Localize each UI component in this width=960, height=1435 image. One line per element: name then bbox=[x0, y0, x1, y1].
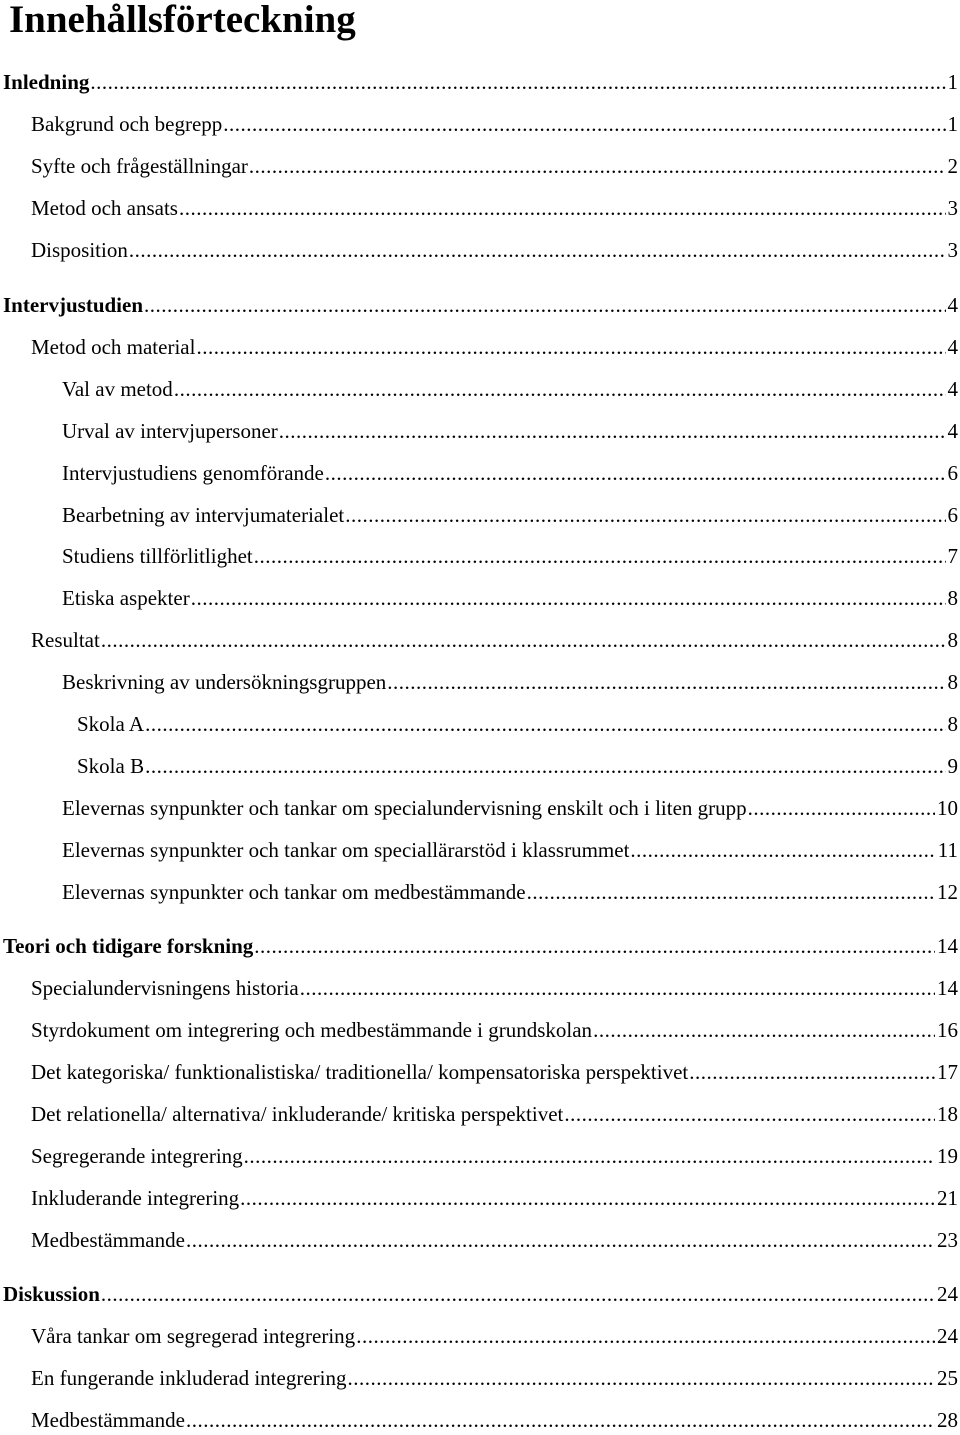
toc-entry[interactable] bbox=[62, 793, 958, 823]
toc-dot-leader bbox=[101, 1279, 935, 1309]
toc-entry[interactable] bbox=[62, 416, 958, 446]
toc-entry[interactable] bbox=[31, 625, 958, 655]
toc-entry-page-number: 4 bbox=[947, 419, 958, 443]
toc-dot-leader bbox=[244, 1141, 935, 1171]
toc-entry-page-number: 7 bbox=[947, 544, 958, 568]
toc-entry[interactable] bbox=[3, 1279, 958, 1309]
toc-entry-page-number: 21 bbox=[937, 1186, 958, 1210]
toc-dot-leader bbox=[527, 877, 935, 907]
toc-entry-label: Skola A bbox=[77, 712, 145, 736]
toc-entry[interactable] bbox=[31, 973, 958, 1003]
toc-dot-leader bbox=[129, 235, 946, 265]
toc-dot-leader bbox=[689, 1057, 935, 1087]
toc-entry-page-number: 18 bbox=[937, 1102, 958, 1126]
toc-entry[interactable] bbox=[31, 1225, 958, 1255]
toc-entry[interactable] bbox=[31, 1015, 958, 1045]
toc-dot-leader bbox=[347, 1363, 935, 1393]
toc-dot-leader bbox=[564, 1099, 935, 1129]
toc-entry[interactable] bbox=[31, 1057, 958, 1087]
toc-entry-label: Segregerande integrering bbox=[31, 1144, 243, 1168]
toc-entry-page-number: 17 bbox=[937, 1060, 958, 1084]
toc-entry-label: Bakgrund och begrepp bbox=[31, 112, 223, 136]
toc-entry[interactable] bbox=[31, 1321, 958, 1351]
toc-dot-leader bbox=[630, 835, 935, 865]
toc-entry[interactable] bbox=[31, 235, 958, 265]
toc-entry[interactable] bbox=[3, 931, 958, 961]
toc-dot-leader bbox=[145, 751, 945, 781]
toc-entry-label: Metod och material bbox=[31, 335, 196, 359]
toc-entry-label: Beskrivning av undersökningsgruppen bbox=[62, 670, 387, 694]
toc-entry-page-number: 24 bbox=[937, 1324, 958, 1348]
toc-entry-label: Skola B bbox=[77, 754, 145, 778]
toc-entry[interactable] bbox=[62, 667, 958, 697]
toc-entry-page-number: 12 bbox=[937, 880, 958, 904]
toc-entry-page-number: 1 bbox=[947, 70, 958, 94]
toc-entry-page-number: 25 bbox=[937, 1366, 958, 1390]
toc-dot-leader bbox=[593, 1015, 935, 1045]
toc-entry-page-number: 16 bbox=[937, 1018, 958, 1042]
toc-entry-label: Styrdokument om integrering och medbestämmande i grundskolan bbox=[31, 1018, 593, 1042]
toc-entry-label: Teori och tidigare forskning bbox=[3, 934, 254, 958]
toc-entry[interactable] bbox=[3, 67, 958, 97]
toc-dot-leader bbox=[191, 583, 946, 613]
toc-entry-label: Elevernas synpunkter och tankar om medbestämmande bbox=[62, 880, 526, 904]
toc-entry-page-number: 3 bbox=[947, 196, 958, 220]
toc-entry-label: Intervjustudiens genomförande bbox=[62, 461, 324, 485]
toc-entry-page-number: 6 bbox=[947, 503, 958, 527]
toc-entry[interactable] bbox=[31, 1183, 958, 1213]
toc-entry[interactable] bbox=[31, 1099, 958, 1129]
toc-dot-leader bbox=[101, 625, 946, 655]
toc-entry-label: Disposition bbox=[31, 238, 128, 262]
toc-entry[interactable] bbox=[62, 458, 958, 488]
toc-entry[interactable] bbox=[62, 583, 958, 613]
toc-dot-leader bbox=[254, 541, 946, 571]
toc-entry-label: Inledning bbox=[3, 70, 90, 94]
toc-entry-label: Etiska aspekter bbox=[62, 586, 190, 610]
toc-entry[interactable] bbox=[31, 109, 958, 139]
toc-dot-leader bbox=[223, 109, 945, 139]
toc-entry-label: Elevernas synpunkter och tankar om specialundervisning enskilt och i liten grupp bbox=[62, 796, 747, 820]
toc-entry-page-number: 23 bbox=[937, 1228, 958, 1252]
toc-dot-leader bbox=[90, 67, 945, 97]
document-title: Innehållsförteckning bbox=[9, 0, 356, 41]
toc-dot-leader bbox=[240, 1183, 935, 1213]
toc-entry-page-number: 8 bbox=[947, 670, 958, 694]
toc-dot-leader bbox=[186, 1225, 935, 1255]
toc-entry-label: Urval av intervjupersoner bbox=[62, 419, 278, 443]
toc-dot-leader bbox=[196, 332, 945, 362]
toc-dot-leader bbox=[345, 500, 945, 530]
toc-entry-label: Bearbetning av intervjumaterialet bbox=[62, 503, 345, 527]
toc-entry[interactable] bbox=[62, 877, 958, 907]
toc-dot-leader bbox=[325, 458, 946, 488]
toc-entry-label: En fungerande inkluderad integrering bbox=[31, 1366, 347, 1390]
toc-entry-page-number: 11 bbox=[937, 838, 958, 862]
toc-entry-label: Våra tankar om segregerad integrering bbox=[31, 1324, 356, 1348]
toc-entry-page-number: 8 bbox=[947, 712, 958, 736]
toc-entry-label: Diskussion bbox=[3, 1282, 100, 1306]
toc-dot-leader bbox=[179, 193, 946, 223]
toc-entry-page-number: 6 bbox=[947, 461, 958, 485]
toc-entry[interactable] bbox=[62, 500, 958, 530]
toc-entry[interactable] bbox=[62, 835, 958, 865]
toc-entry[interactable] bbox=[77, 709, 958, 739]
toc-dot-leader bbox=[387, 667, 945, 697]
toc-entry-page-number: 9 bbox=[947, 754, 958, 778]
toc-dot-leader bbox=[249, 151, 946, 181]
toc-entry-page-number: 24 bbox=[937, 1282, 958, 1306]
toc-entry-page-number: 3 bbox=[947, 238, 958, 262]
toc-entry[interactable] bbox=[3, 290, 958, 320]
toc-entry-page-number: 14 bbox=[937, 934, 958, 958]
toc-entry-label: Specialundervisningens historia bbox=[31, 976, 299, 1000]
toc-entry-page-number: 4 bbox=[947, 335, 958, 359]
toc-entry-label: Inkluderande integrering bbox=[31, 1186, 240, 1210]
toc-entry-page-number: 14 bbox=[937, 976, 958, 1000]
toc-dot-leader bbox=[279, 416, 946, 446]
toc-dot-leader bbox=[254, 931, 935, 961]
toc-dot-leader bbox=[356, 1321, 935, 1351]
toc-entry-page-number: 4 bbox=[947, 293, 958, 317]
toc-entry[interactable] bbox=[77, 751, 958, 781]
toc-entry-label: Det kategoriska/ funktionalistiska/ traditionella/ kompensatoriska perspektivet bbox=[31, 1060, 689, 1084]
toc-entry-page-number: 8 bbox=[947, 628, 958, 652]
toc-entry[interactable] bbox=[62, 374, 958, 404]
toc-entry[interactable] bbox=[31, 1363, 958, 1393]
toc-dot-leader bbox=[144, 290, 945, 320]
toc-entry-page-number: 1 bbox=[947, 112, 958, 136]
toc-entry-page-number: 28 bbox=[937, 1408, 958, 1432]
toc-entry-label: Resultat bbox=[31, 628, 100, 652]
toc-entry-label: Medbestämmande bbox=[31, 1228, 185, 1252]
toc-entry-label: Intervjustudien bbox=[3, 293, 144, 317]
toc-entry[interactable] bbox=[62, 541, 958, 571]
toc-entry-label: Medbestämmande bbox=[31, 1408, 185, 1432]
toc-entry-label: Det relationella/ alternativa/ inkluderande/ kritiska perspektivet bbox=[31, 1102, 564, 1126]
toc-dot-leader bbox=[174, 374, 946, 404]
toc-dot-leader bbox=[300, 973, 935, 1003]
toc-entry-page-number: 2 bbox=[947, 154, 958, 178]
toc-dot-leader bbox=[145, 709, 945, 739]
toc-entry-page-number: 10 bbox=[937, 796, 958, 820]
toc-entry-label: Studiens tillförlitlighet bbox=[62, 544, 253, 568]
toc-entry[interactable] bbox=[31, 151, 958, 181]
toc-entry[interactable] bbox=[31, 193, 958, 223]
toc-entry-label: Val av metod bbox=[62, 377, 173, 401]
toc-entry-page-number: 4 bbox=[947, 377, 958, 401]
toc-entry-label: Elevernas synpunkter och tankar om speciallärarstöd i klassrummet bbox=[62, 838, 630, 862]
toc-entry-page-number: 8 bbox=[947, 586, 958, 610]
toc-entry[interactable] bbox=[31, 332, 958, 362]
toc-entry[interactable] bbox=[31, 1141, 958, 1171]
toc-entry-label: Metod och ansats bbox=[31, 196, 178, 220]
toc-dot-leader bbox=[748, 793, 935, 823]
toc-entry-page-number: 19 bbox=[937, 1144, 958, 1168]
toc-entry-label: Syfte och frågeställningar bbox=[31, 154, 248, 178]
